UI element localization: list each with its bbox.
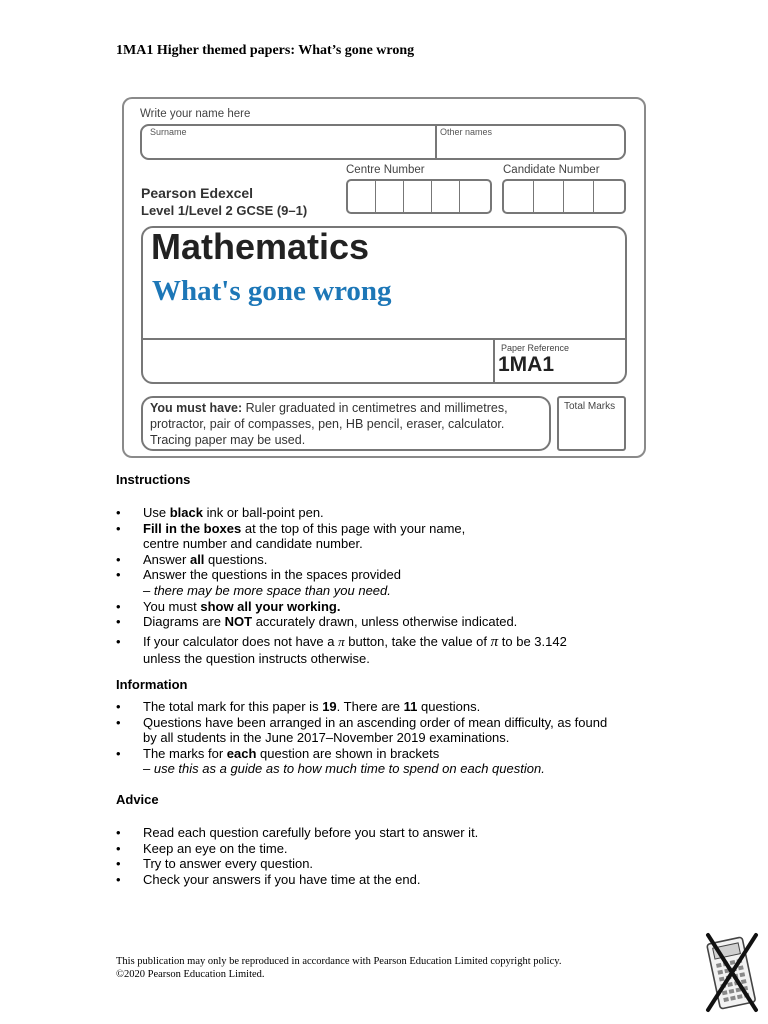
total-marks-label: Total Marks — [564, 401, 616, 412]
exam-board: Pearson Edexcel — [141, 185, 254, 201]
footer — [116, 955, 561, 981]
advice-item: • Keep an eye on the time. — [116, 841, 478, 857]
subject-title: Mathematics — [151, 226, 370, 267]
instruction-item: • You must show all your working. — [116, 599, 517, 615]
advice-item: • Try to answer every question. — [116, 856, 478, 872]
information-item: • The total mark for this paper is 19. There are 11 questions. — [116, 699, 607, 715]
document-header-title: 1MA1 Higher themed papers: What’s gone wrong — [116, 43, 415, 58]
paper-title: What's gone wrong — [152, 275, 392, 307]
instructions-list-2 — [116, 634, 567, 666]
surname-field[interactable] — [142, 126, 434, 158]
paper-reference-label: Paper Reference — [501, 343, 570, 353]
paper-reference: 1MA1 — [498, 353, 555, 376]
advice-title: Advice — [116, 792, 159, 807]
equipment-text — [150, 400, 546, 448]
write-name-label: Write your name here — [140, 108, 251, 120]
qualification-level: Level 1/Level 2 GCSE (9–1) — [141, 203, 308, 218]
equipment-list: Ruler graduated in centimetres and millimetres, protractor, pair of compasses, pen, HB pencil, eraser, calculator. Tracing paper may be used. — [150, 401, 508, 447]
instruction-item: • Use black ink or ball-point pen. — [116, 505, 517, 521]
instructions-title: Instructions — [116, 472, 191, 487]
instruction-item: • If your calculator does not have a π button, take the value of π to be 3.142 unless the question instructs otherwise. — [116, 634, 567, 666]
instruction-item: • Answer all questions. — [116, 552, 517, 568]
instruction-item: • Fill in the boxes at the top of this page with your name, centre number and candidate number. — [116, 521, 517, 552]
other-names-field[interactable] — [436, 126, 624, 158]
no-calculator-icon — [700, 930, 762, 1014]
instructions-list-1 — [116, 505, 517, 630]
title-divider-h — [143, 338, 625, 340]
copyright-notice: ©2020 Pearson Education Limited. — [116, 969, 265, 980]
other-names-label: Other names — [440, 127, 493, 137]
advice-list — [116, 825, 478, 887]
candidate-number-label: Candidate Number — [503, 164, 600, 176]
instruction-item: • Diagrams are NOT accurately drawn, unless otherwise indicated. — [116, 614, 517, 630]
surname-label: Surname — [150, 127, 187, 137]
instruction-item: • Answer the questions in the spaces provided – there may be more space than you need. — [116, 567, 517, 598]
advice-item: • Read each question carefully before you start to answer it. — [116, 825, 478, 841]
information-item: • Questions have been arranged in an ascending order of mean difficulty, as found by all students in the June 2017–November 2019 examinations. — [116, 715, 607, 746]
information-item: • The marks for each question are shown in brackets – use this as a guide as to how much time to spend on each question. — [116, 746, 607, 777]
equipment-bold: You must have: — [150, 401, 243, 415]
information-title: Information — [116, 677, 188, 692]
centre-number-field[interactable] — [346, 179, 492, 214]
information-list — [116, 699, 607, 777]
title-divider-v — [493, 338, 495, 382]
centre-number-label: Centre Number — [346, 164, 425, 176]
candidate-number-field[interactable] — [502, 179, 626, 214]
copyright-policy: This publication may only be reproduced in accordance with Pearson Education Limited copyright policy. — [116, 956, 562, 967]
advice-item: • Check your answers if you have time at the end. — [116, 872, 478, 888]
